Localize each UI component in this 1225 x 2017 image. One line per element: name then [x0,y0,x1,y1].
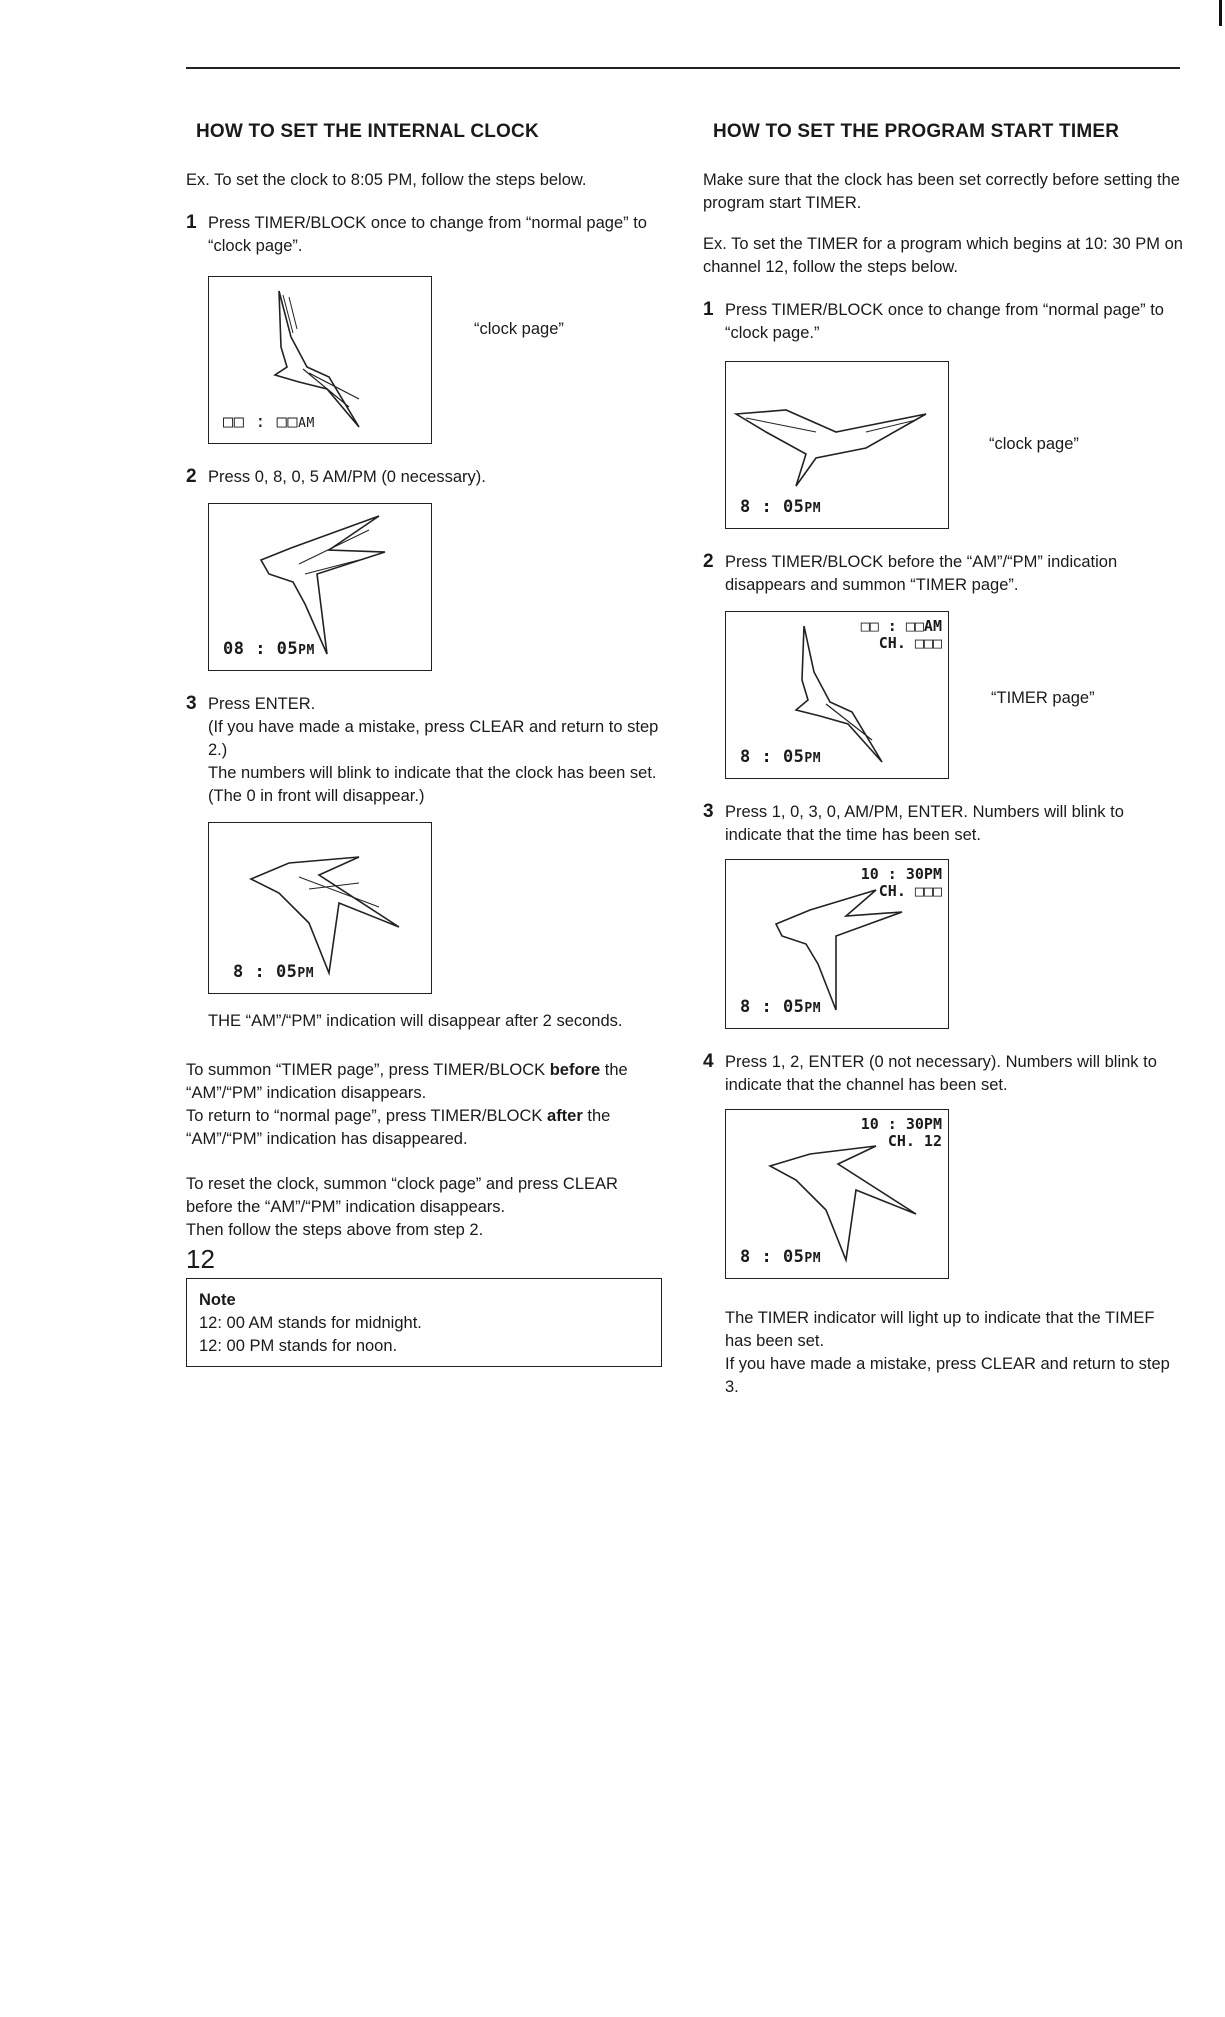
step-note: The numbers will blink to indicate that the clock has been set. [208,764,657,782]
step-number: 2 [186,466,197,487]
step-number: 4 [703,1051,714,1072]
step-text: Press 1, 0, 3, 0, AM/PM, ENTER. Numbers will blink to indicate that the time has been set. [725,803,1124,844]
timer-example: Ex. To set the TIMER for a program which begins at 10: 30 PM on channel 12, follow the steps below. [703,235,1183,276]
step-note: (The 0 in front will disappear.) [208,787,425,805]
clock-intro: Ex. To set the clock to 8:05 PM, follow the steps below. [186,171,587,189]
display-screen [725,361,949,529]
timer-channel: CH. □□□ [878,882,942,900]
clock-time: □□ : □□AM [223,412,315,432]
reset-followup-text: Then follow the steps above from step 2. [186,1221,484,1239]
timer-readout [861,866,942,900]
step-text: Press TIMER/BLOCK once to change from “normal page” to “clock page.” [725,301,1164,342]
clock-page-caption: “clock page” [989,435,1079,453]
timer-step-1 [703,299,1183,345]
clock-screen-1-wrap [208,276,666,444]
timer-channel: CH. 12 [887,1132,942,1150]
step-note: (If you have made a mistake, press CLEAR and return to step 2.) [208,718,659,759]
note-line: 12: 00 PM stands for noon. [199,1337,398,1355]
ampm-disappear-text: THE “AM”/“PM” indication will disappear after 2 seconds. [208,1012,623,1030]
display-screen [725,859,949,1029]
timer-channel: CH. □□□ [878,634,942,652]
right-column [703,120,1183,1399]
step-number: 2 [703,551,714,572]
timer-step-4 [703,1051,1183,1097]
timer-screen-1-wrap [725,361,1183,529]
clock-screen-2-wrap [208,503,666,671]
note-box [186,1278,662,1367]
timer-readout [861,1116,942,1150]
page-edge-mark [1219,0,1222,26]
clock-heading: HOW TO SET THE INTERNAL CLOCK [196,121,539,142]
clock-page-caption: “clock page” [474,320,564,338]
clock-time: 8 : 05PM [740,997,822,1017]
timer-intro: Make sure that the clock has been set correctly before setting the program start TIMER. [703,171,1180,212]
timer-screen-3-wrap [725,859,1183,1029]
clock-time: 8 : 05PM [740,747,822,767]
timer-readout [861,618,942,652]
clock-time: 8 : 05PM [740,497,822,517]
timer-step-2 [703,551,1183,597]
display-screen [208,276,432,444]
return-normal-text: To return to “normal page”, press TIMER/BLOCK after the “AM”/“PM” indication has disappeared. [186,1107,611,1148]
timer-time: 10 : 30PM [860,865,942,883]
display-screen [208,503,432,671]
timer-mistake-text: If you have made a mistake, press CLEAR and return to step 3. [725,1355,1170,1396]
timer-screen-4-wrap [725,1109,1183,1279]
clock-screen-3-wrap [208,822,666,994]
summon-timer-text: To summon “TIMER page”, press TIMER/BLOCK before the “AM”/“PM” indication disappears. [186,1061,628,1102]
timer-screen-2-wrap [725,611,1183,779]
step-text: Press TIMER/BLOCK once to change from “normal page” to “clock page”. [208,214,647,255]
page-number: 12 [186,1244,215,1274]
step-number: 3 [703,801,714,822]
clock-time: 08 : 05PM [223,639,315,659]
clock-step-2 [186,466,666,489]
left-column [186,120,666,1367]
timer-set-text: The TIMER indicator will light up to indicate that the TIMEF has been set. [725,1309,1155,1350]
timer-step-3 [703,801,1183,847]
display-screen [725,611,949,779]
display-screen [725,1109,949,1279]
step-text: Press TIMER/BLOCK before the “AM”/“PM” indication disappears and summon “TIMER page”. [725,553,1118,594]
clock-step-3 [186,693,666,808]
reset-clock-text: To reset the clock, summon “clock page” and press CLEAR before the “AM”/“PM” indication disappears. [186,1175,618,1216]
note-line: 12: 00 AM stands for midnight. [199,1314,422,1332]
top-rule [186,67,1180,69]
clock-time: 8 : 05PM [740,1247,822,1267]
step-number: 1 [186,212,197,233]
step-text: Press 0, 8, 0, 5 AM/PM (0 necessary). [208,468,486,486]
timer-page-caption: “TIMER page” [991,689,1095,707]
step-text: Press ENTER. [208,695,316,713]
timer-time: 10 : 30PM [860,1115,942,1133]
step-number: 3 [186,693,197,714]
timer-heading: HOW TO SET THE PROGRAM START TIMER [713,121,1120,142]
timer-time: □□ : □□AM [860,617,942,635]
step-number: 1 [703,299,714,320]
clock-step-1 [186,212,666,258]
note-title: Note [199,1291,236,1309]
step-text: Press 1, 2, ENTER (0 not necessary). Numbers will blink to indicate that the channel has been set. [725,1053,1157,1094]
clock-time: 8 : 05PM [233,962,315,982]
display-screen [208,822,432,994]
